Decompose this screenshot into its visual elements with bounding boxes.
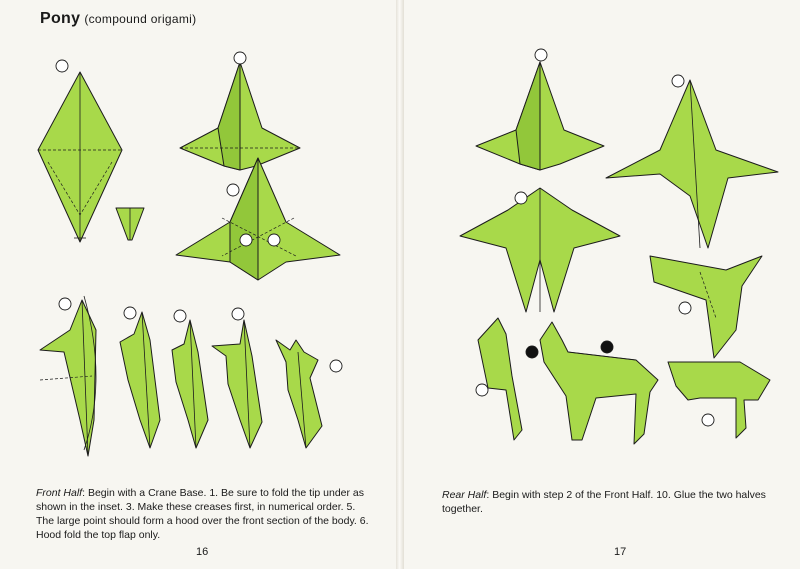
front-half-caption bbox=[36, 486, 376, 542]
diagram-right-step-10 bbox=[540, 322, 658, 444]
diagram-step-8 bbox=[276, 340, 322, 448]
title-subtitle: (compound origami) bbox=[84, 12, 197, 26]
diagram-step-2 bbox=[180, 62, 300, 170]
diagram-step-6 bbox=[172, 320, 208, 448]
diagram-step-1 bbox=[38, 72, 122, 242]
diagram-step-3 bbox=[176, 158, 340, 280]
diagram-step-7 bbox=[212, 320, 262, 448]
diagram-right-step-5 bbox=[650, 256, 762, 358]
diagram-inset bbox=[116, 208, 144, 240]
diagram-right-step-2 bbox=[476, 62, 604, 170]
front-half-text: : Begin with a Crane Base. 1. Be sure to fold the tip under as shown in the inset. 3. Make these creases first, in numerical order. 5. The large point should form a hood over the front section of the body. 6. Hood fold the top flap only. bbox=[36, 487, 369, 541]
front-half-lead: Front Half bbox=[36, 487, 83, 499]
page-number-right: 17 bbox=[614, 546, 627, 558]
rear-half-lead: Rear Half bbox=[442, 489, 487, 501]
diagram-right-step-9 bbox=[478, 318, 522, 440]
title-main: Pony bbox=[40, 10, 81, 27]
diagram-step-4 bbox=[40, 296, 96, 456]
rear-half-text: : Begin with step 2 of the Front Half. 10. Glue the two halves together. bbox=[442, 489, 766, 515]
diagram-right-step-3 bbox=[606, 80, 778, 248]
rear-half-caption bbox=[442, 488, 772, 516]
page-number-left: 16 bbox=[196, 546, 209, 558]
diagram-step-5 bbox=[120, 312, 160, 448]
diagram-right-step-6 bbox=[668, 362, 770, 438]
diagram-right-step-4 bbox=[460, 188, 620, 312]
